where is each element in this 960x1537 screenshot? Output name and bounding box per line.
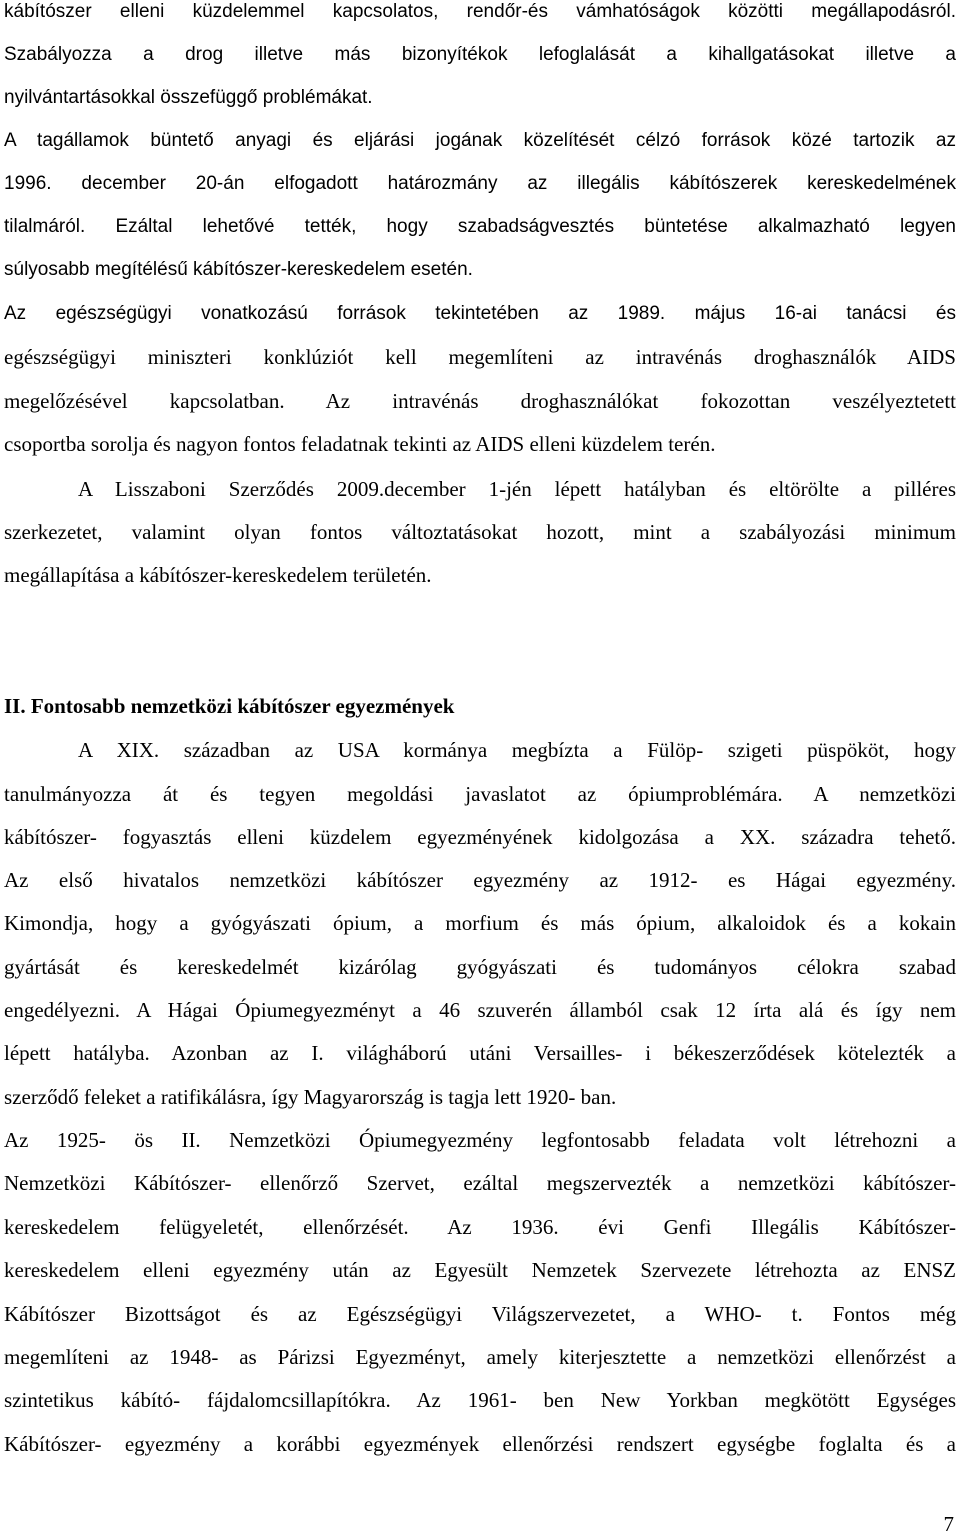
text-line: A tagállamok büntető anyagi és eljárási jogának közelítését célzó források közé tartozik az: [4, 130, 956, 151]
text-line: tilalmáról. Ezáltal lehetővé tették, hogy szabadságvesztés büntetése alkalmazható legyen: [4, 216, 956, 237]
text-line: kereskedelem elleni egyezmény után az Egyesült Nemzetek Szervezete létrehozta az ENSZ: [4, 1258, 956, 1282]
text-line: súlyosabb megítélésű kábítószer-kereskedelem esetén.: [4, 259, 473, 280]
text-line: Az egészségügyi vonatkozású források tekintetében az 1989. május 16-ai tanácsi és: [4, 303, 956, 324]
text-line: Kimondja, hogy a gyógyászati ópium, a morfium és más ópium, alkaloidok és a kokain: [4, 911, 956, 935]
text-line: Az 1925- ös II. Nemzetközi Ópiumegyezmény legfontosabb feladata volt létrehozni a: [4, 1128, 956, 1152]
text-line: nyilvántartásokkal összefüggő problémákat.: [4, 87, 373, 108]
text-line: kereskedelem felügyeletét, ellenőrzését. Az 1936. évi Genfi Illegális Kábítószer-: [4, 1215, 956, 1239]
text-line: Az első hivatalos nemzetközi kábítószer egyezmény az 1912- es Hágai egyezmény.: [4, 868, 956, 892]
text-line: Szabályozza a drog illetve más bizonyítékok lefoglalását a kihallgatásokat illetve a: [4, 44, 956, 65]
text-line: csoportba sorolja és nagyon fontos feladatnak tekinti az AIDS elleni küzdelem terén.: [4, 432, 716, 456]
text-line: engedélyezni. A Hágai Ópiumegyezményt a 46 szuverén államból csak 12 írta alá és így nem: [4, 998, 956, 1022]
section-heading: II. Fontosabb nemzetközi kábítószer egyezmények: [4, 694, 455, 718]
text-line: lépett hatályba. Azonban az I. világháború utáni Versailles- i békeszerződések kötelezték a: [4, 1041, 956, 1065]
text-line: szintetikus kábító- fájdalomcsillapítókra. Az 1961- ben New Yorkban megkötött Egységes: [4, 1388, 956, 1412]
page-number: 7: [943, 1512, 954, 1536]
text-line: megemlíteni az 1948- as Párizsi Egyezményt, amely kiterjesztette a nemzetközi ellenőrzést a: [4, 1345, 956, 1369]
document-page: [4, 0, 956, 1537]
text-line: kábítószer- fogyasztás elleni küzdelem egyezményének kidolgozása a XX. századra tehető.: [4, 825, 956, 849]
text-line: Kábítószer Bizottságot és az Egészségügyi Világszervezetet, a WHO- t. Fontos még: [4, 1302, 956, 1326]
text-line: Nemzetközi Kábítószer- ellenőrző Szervet, ezáltal megszervezték a nemzetközi kábítószer-: [4, 1171, 956, 1195]
text-line: Kábítószer- egyezmény a korábbi egyezmények ellenőrzési rendszert egységbe foglalta és a: [4, 1432, 956, 1456]
text-line: szerződő feleket a ratifikálásra, így Magyarország is tagja lett 1920- ban.: [4, 1085, 617, 1109]
text-line: szerkezetet, valamint olyan fontos változtatásokat hozott, mint a szabályozási minimum: [4, 520, 956, 544]
text-line: tanulmányozza át és tegyen megoldási javaslatot az ópiumproblémára. A nemzetközi: [4, 782, 956, 806]
text-line: gyártását és kereskedelmét kizárólag gyógyászati és tudományos célokra szabad: [4, 955, 956, 979]
text-line: 1996. december 20-án elfogadott határozmány az illegális kábítószerek kereskedelmének: [4, 173, 956, 194]
text-line: kábítószer elleni küzdelemmel kapcsolatos, rendőr-és vámhatóságok közötti megállapodásról.: [4, 1, 956, 22]
text-line: A XIX. században az USA kormánya megbízta a Fülöp- szigeti püspököt, hogy: [78, 738, 956, 762]
text-line: A Lisszaboni Szerződés 2009.december 1-jén lépett hatályban és eltörölte a pilléres: [78, 477, 956, 501]
text-line: megállapítása a kábítószer-kereskedelem területén.: [4, 563, 432, 587]
text-line: megelőzésével kapcsolatban. Az intravénás droghasználókat fokozottan veszélyeztetett: [4, 389, 956, 413]
text-line: egészségügyi miniszteri konklúziót kell megemlíteni az intravénás droghasználók AIDS: [4, 345, 956, 369]
